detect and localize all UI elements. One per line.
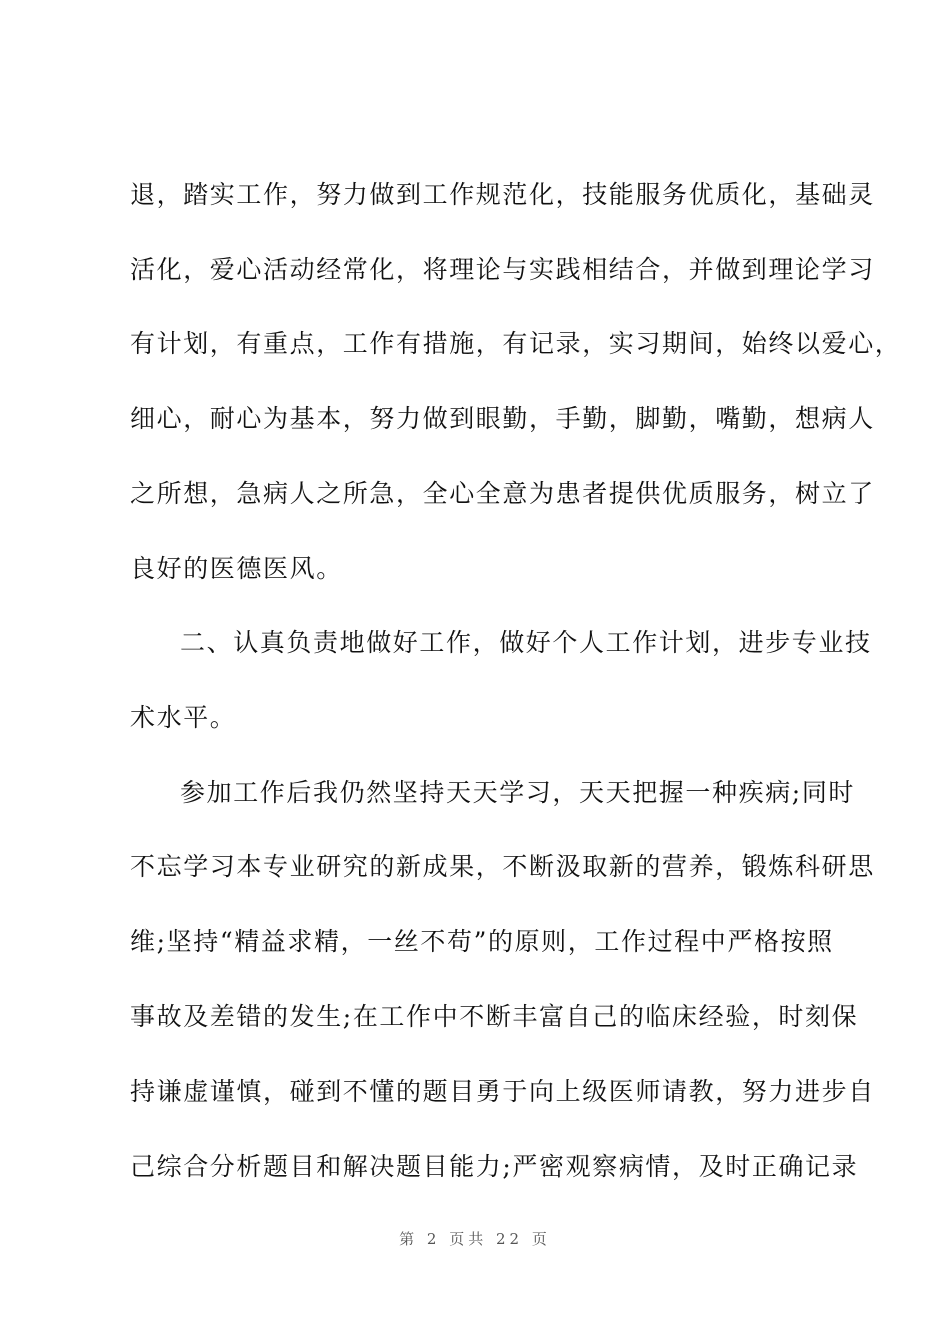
text-line: 活化，爱心活动经常化，将理论与实践相结合，并做到理论学习 <box>130 255 875 284</box>
text-line: 细心，耐心为基本，努力做到眼勤，手勤，脚勤，嘴勤，想病人 <box>130 404 875 433</box>
text-line: 持谦虚谨慎，碰到不懂的题目勇于向上级医师请教，努力进步自 <box>130 1077 875 1106</box>
section-heading-line: 术水平。 <box>130 703 237 732</box>
text-line: 参加工作后我仍然坚持天天学习，天天把握一种疾病;同时 <box>180 778 856 807</box>
text-line: 有计划，有重点，工作有措施，有记录，实习期间，始终以爱心， <box>130 329 902 358</box>
text-line: 良好的医德医风。 <box>130 554 343 583</box>
text-line: 退，踏实工作，努力做到工作规范化，技能服务优质化，基础灵 <box>130 180 875 209</box>
text-line: 不忘学习本专业研究的新成果，不断汲取新的营养，锻炼科研思 <box>130 852 875 881</box>
text-line: 己综合分析题目和解决题目能力;严密观察病情，及时正确记录 <box>130 1152 859 1181</box>
section-heading-line: 二、认真负责地做好工作，做好个人工作计划，进步专业技 <box>180 628 872 657</box>
text-line: 事故及差错的发生;在工作中不断丰富自己的临床经验，时刻保 <box>130 1002 859 1031</box>
text-line: 维;坚持“精益求精，一丝不苟”的原则，工作过程中严格按照 <box>130 927 834 956</box>
text-line: 之所想，急病人之所急，全心全意为患者提供优质服务，树立了 <box>130 479 875 508</box>
page-number-footer: 第 2 页共 22 页 <box>399 1230 551 1248</box>
